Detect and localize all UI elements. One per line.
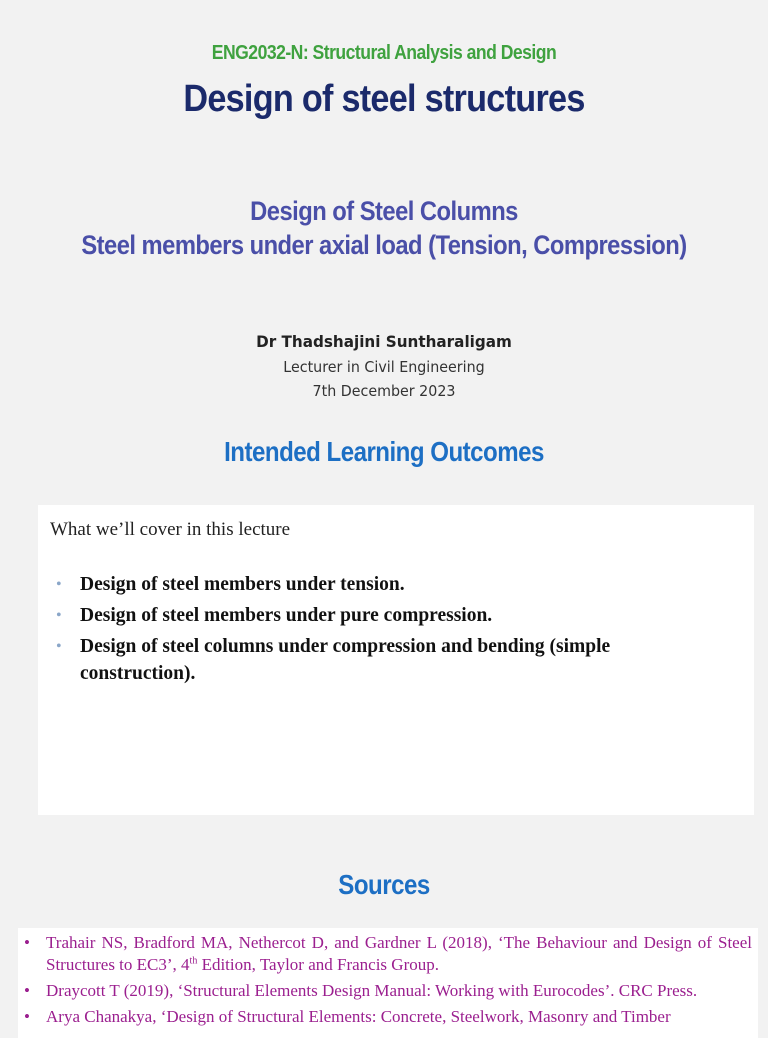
source-item bbox=[18, 932, 758, 976]
bullet-icon: • bbox=[24, 933, 30, 952]
bullet-icon: • bbox=[24, 981, 30, 1000]
bullet-icon: • bbox=[56, 607, 62, 624]
subtitle-topic: Design of Steel Columns bbox=[250, 196, 518, 226]
learning-outcomes-heading: Intended Learning Outcomes bbox=[224, 436, 544, 467]
sources-box bbox=[18, 928, 758, 1038]
list-item bbox=[38, 633, 754, 687]
source-text: Draycott T (2019), ‘Structural Elements Design Manual: Working with Eurocodes’. CRC Press. bbox=[46, 981, 698, 1000]
learning-outcomes-list bbox=[38, 571, 754, 691]
source-text: Arya Chanakya, ‘Design of Structural Elements: Concrete, Steelwork, Masonry and Timber bbox=[46, 1007, 671, 1026]
course-code: ENG2032-N: Structural Analysis and Design bbox=[211, 42, 557, 64]
author-name: Dr Thadshajini Suntharaligam bbox=[256, 332, 512, 351]
source-text-cont: Edition, Taylor and Francis Group. bbox=[197, 955, 439, 974]
source-text: Trahair NS, Bradford MA, Nethercot D, and Gardner L (2018), ‘The Behaviour and Design of Steel Structures to EC3’, 4 bbox=[46, 933, 752, 974]
lecture-date: 7th December 2023 bbox=[312, 382, 456, 400]
list-item-text: Design of steel members under tension. bbox=[80, 574, 405, 595]
learning-outcomes-intro: What we’ll cover in this lecture bbox=[50, 519, 291, 540]
bullet-icon: • bbox=[24, 1007, 30, 1026]
bullet-icon: • bbox=[56, 576, 62, 593]
source-item bbox=[18, 1006, 758, 1028]
list-item bbox=[38, 602, 754, 629]
source-item bbox=[18, 980, 758, 1002]
learning-outcomes-box bbox=[38, 505, 754, 815]
page-title: Design of steel structures bbox=[183, 78, 585, 120]
list-item bbox=[38, 571, 754, 598]
list-item-text: Design of steel columns under compression and bending (simple construction). bbox=[80, 636, 611, 684]
sources-heading: Sources bbox=[338, 869, 430, 900]
sources-list bbox=[18, 932, 758, 1032]
source-superscript: th bbox=[189, 955, 198, 967]
author-role: Lecturer in Civil Engineering bbox=[283, 358, 485, 376]
bullet-icon: • bbox=[56, 638, 62, 655]
subtitle-scope: Steel members under axial load (Tension, Compression) bbox=[81, 230, 687, 260]
list-item-text: Design of steel members under pure compression. bbox=[80, 605, 493, 626]
